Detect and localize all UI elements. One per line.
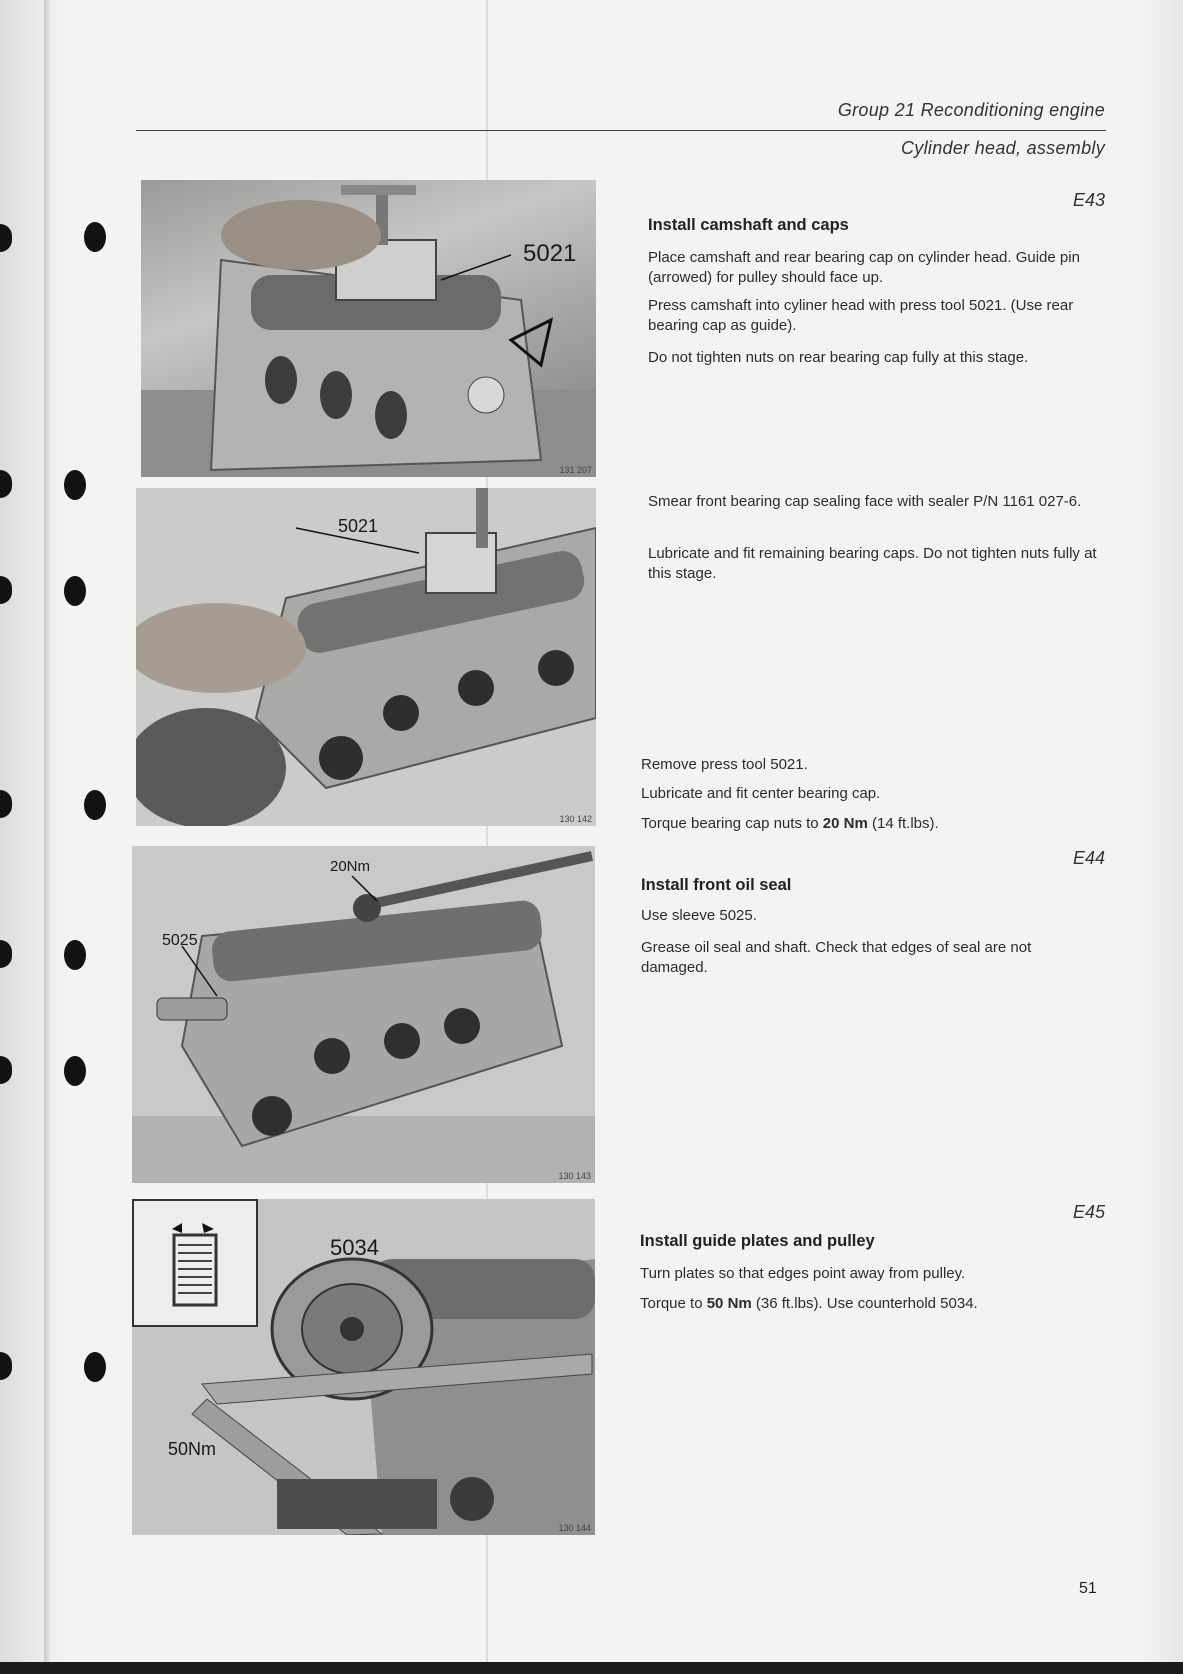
section-title-guide-plates: Install guide plates and pulley	[640, 1232, 875, 1250]
paragraph: Lubricate and fit center bearing cap.	[641, 785, 881, 802]
section-title-camshaft: Install camshaft and caps	[648, 216, 849, 234]
step-code-e43: E43	[1072, 190, 1105, 210]
photo-guide-plates-pulley	[132, 1199, 595, 1535]
step-code-e45: E45	[1072, 1202, 1105, 1222]
header-rule	[136, 130, 1106, 131]
torque-line-e45	[640, 1294, 1100, 1314]
paragraph: Turn plates so that edges point away from pulley.	[640, 1265, 966, 1282]
photo-front-oil-seal	[132, 846, 595, 1183]
punch-hole	[64, 940, 86, 970]
callout-label: 50Nm	[168, 1439, 217, 1459]
paragraph: Use sleeve 5025.	[641, 907, 757, 924]
page-number: 51	[1079, 1580, 1097, 1597]
bottom-edge	[0, 1662, 1183, 1674]
punch-hole	[64, 470, 86, 500]
callout-label: 5025	[162, 932, 198, 949]
paragraph: Remove press tool 5021.	[641, 756, 808, 773]
paragraph: Place camshaft and rear bearing cap on cylinder head. Guide pin (arrowed) for pulley should face up.	[648, 249, 1080, 286]
inset-guide-plates	[132, 1199, 258, 1327]
photo-code: 130 144	[558, 1523, 591, 1533]
step-code-e44: E44	[1072, 848, 1105, 868]
paragraph: Smear front bearing cap sealing face with sealer P/N 1161 027-6.	[648, 493, 1082, 510]
torque-value: 50 Nm	[706, 1295, 752, 1312]
punch-hole	[64, 576, 86, 606]
paragraph: Lubricate and fit remaining bearing caps. Do not tighten nuts fully at this stage.	[648, 545, 1097, 582]
torque-text: Torque to	[640, 1295, 707, 1312]
header-group: Group 21 Reconditioning engine	[837, 100, 1105, 120]
binding-strip	[44, 0, 50, 1674]
photo-install-camshaft	[141, 180, 596, 477]
section-title-oil-seal: Install front oil seal	[641, 876, 792, 894]
torque-line-e43	[641, 814, 1101, 834]
punch-hole	[64, 1056, 86, 1086]
photo-bearing-caps	[136, 488, 596, 826]
punch-hole	[84, 790, 106, 820]
callout-label: 5021	[523, 240, 577, 267]
punch-hole	[84, 1352, 106, 1382]
callout-label: 5034	[330, 1235, 379, 1260]
photo-code: 130 142	[559, 814, 592, 824]
torque-text: Torque bearing cap nuts to	[641, 815, 823, 832]
torque-text: (14 ft.lbs).	[867, 815, 939, 832]
punch-hole	[84, 222, 106, 252]
callout-label: 20Nm	[330, 858, 371, 875]
callout-label: 5021	[338, 516, 379, 536]
torque-value: 20 Nm	[822, 815, 868, 832]
photo-code: 131 207	[559, 465, 592, 475]
header-section: Cylinder head, assembly	[901, 138, 1105, 158]
paragraph: Do not tighten nuts on rear bearing cap fully at this stage.	[648, 349, 1029, 366]
paragraph: Grease oil seal and shaft. Check that edges of seal are not damaged.	[641, 939, 1032, 976]
photo-code: 130 143	[558, 1171, 591, 1181]
torque-text: (36 ft.lbs). Use counterhold 5034.	[751, 1295, 978, 1312]
paragraph: Press camshaft into cyliner head with press tool 5021. (Use rear bearing cap as guide).	[648, 297, 1074, 334]
